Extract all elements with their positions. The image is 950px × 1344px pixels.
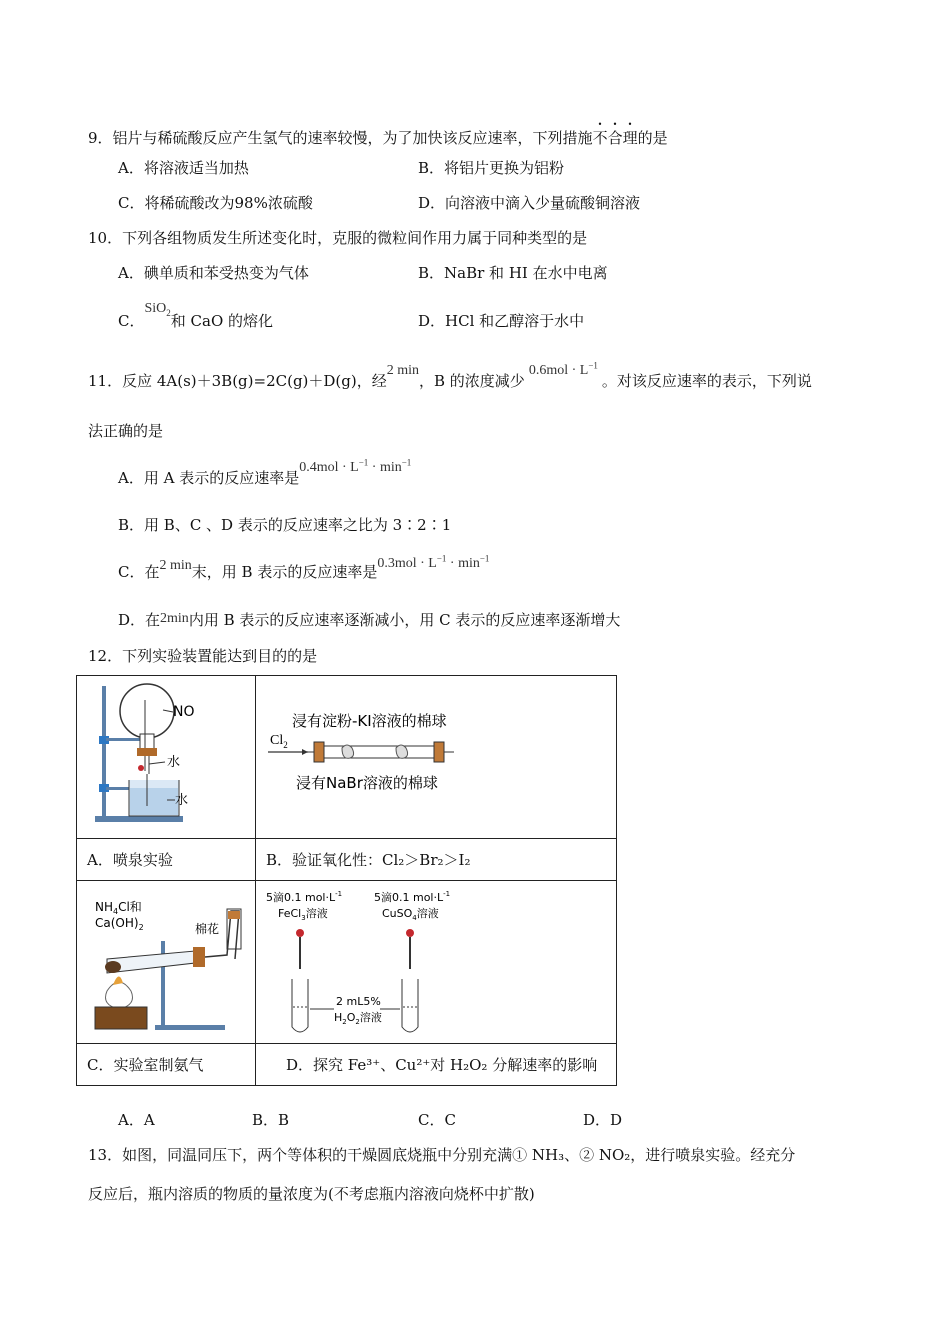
q9-emphasis: 不合理	[592, 129, 638, 147]
q13-stem-line2: 反应后，瓶内溶质的物质的量浓度为(不考虑瓶内溶液向烧杯中扩散)	[88, 1185, 535, 1203]
q9-option-b[interactable]: B．将铝片更换为铝粉	[418, 159, 565, 177]
q10-option-c[interactable]: C．SiO$_2$和 CaO 的熔化	[118, 301, 274, 330]
fig-d-right-label-2: CuSO$_4$溶液	[382, 907, 439, 922]
q11-option-a[interactable]: A．用 A 表示的反应速率是$0.4mol \cdot L^{-1} \cdot \min^{-1}$	[118, 457, 412, 487]
q11-stem-line2: 法正确的是	[88, 422, 164, 440]
q12-option-d[interactable]: D．D	[583, 1111, 623, 1129]
q10-option-b[interactable]: B．NaBr 和 HI 在水中电离	[418, 264, 608, 282]
fig-b-bottom-label: 浸有NaBr溶液的棉球	[296, 774, 438, 792]
fig-a-fountain	[77, 676, 256, 839]
fig-d-left-label-2: FeCl$_3$溶液	[278, 907, 328, 922]
fig-b-oxidation	[256, 676, 617, 839]
q12-caption-b: B．验证氧化性：Cl₂＞Br₂＞I₂	[256, 839, 617, 881]
fig-a-water-label-2: 水	[175, 793, 189, 808]
q12-caption-d: D．探究 Fe³⁺、Cu²⁺对 H₂O₂ 分解速率的影响	[256, 1044, 617, 1086]
q12-caption-c: C．实验室制氨气	[77, 1044, 256, 1086]
fig-c-ammonia	[77, 881, 256, 1044]
q12-option-b[interactable]: B．B	[252, 1111, 290, 1129]
q10-option-a[interactable]: A．碘单质和苯受热变为气体	[118, 264, 309, 282]
q9-option-c[interactable]: C．将稀硫酸改为98%浓硫酸	[118, 194, 313, 212]
fig-d-mid-label-2: $H_2O_2$溶液	[334, 1011, 382, 1026]
fig-b-top-label: 浸有淀粉-KI溶液的棉球	[292, 712, 447, 730]
q12-option-c[interactable]: C．C	[418, 1111, 456, 1129]
fig-d-mid-label-1: 2 mL5%	[336, 995, 381, 1008]
q11-stem: 11．反应 4A(s)＋3B(g)=2C(g)＋D(g)，经2 min，B 的浓度减少$0.6mol \cdot L^{-1}$。对该反应速率的表示，下列说	[88, 360, 812, 390]
q10-stem: 10．下列各组物质发生所述变化时，克服的微粒间作用力属于同种类型的是	[88, 229, 588, 247]
q11-option-c[interactable]: C．在2 min末，用 B 表示的反应速率是$0.3mol \cdot L^{-1} \cdot \min^{-1}$	[118, 553, 490, 581]
fig-a-gas-label: NO	[173, 704, 195, 720]
q11-option-d[interactable]: D．在2min内用 B 表示的反应速率逐渐减小，用 C 表示的反应速率逐渐增大	[118, 611, 621, 629]
fig-d-right-label-1: 5滴0.1 $mol\cdot L^{-1}$	[374, 890, 451, 904]
fig-c-reagent-1: $NH_4Cl$和	[95, 900, 142, 916]
q12-stem: 12．下列实验装置能达到目的的是	[88, 647, 318, 665]
fig-a-water-label-1: 水	[167, 755, 181, 770]
q12-experiment-table	[76, 675, 617, 1086]
q10-option-d[interactable]: D．HCl 和乙醇溶于水中	[418, 312, 585, 330]
fig-c-reagent-2: $Ca(OH)_2$	[95, 916, 144, 932]
q11-option-b[interactable]: B．用 B、C 、D 表示的反应速率之比为 3∶2∶1	[118, 516, 452, 534]
q9-option-a[interactable]: A．将溶液适当加热	[118, 159, 249, 177]
fig-d-left-label-1: 5滴0.1 $mol\cdot L^{-1}$	[266, 890, 343, 904]
q9-option-d[interactable]: D．向溶液中滴入少量硫酸铜溶液	[418, 194, 641, 212]
q9-stem: 9．铝片与稀硫酸反应产生氢气的速率较慢，为了加快该反应速率，下列措施不合理的是	[88, 129, 668, 147]
fig-b-gas-label: $Cl_2$	[270, 733, 288, 750]
fig-d-catalysis	[256, 881, 617, 1044]
q13-stem-line1: 13．如图，同温同压下，两个等体积的干燥圆底烧瓶中分别充满① NH₃、② NO₂，进行喷泉实验。经充分	[88, 1146, 796, 1164]
q12-caption-a: A．喷泉实验	[77, 839, 256, 881]
q12-option-a[interactable]: A．A	[118, 1111, 155, 1129]
fig-c-cotton-label: 棉花	[195, 922, 220, 936]
